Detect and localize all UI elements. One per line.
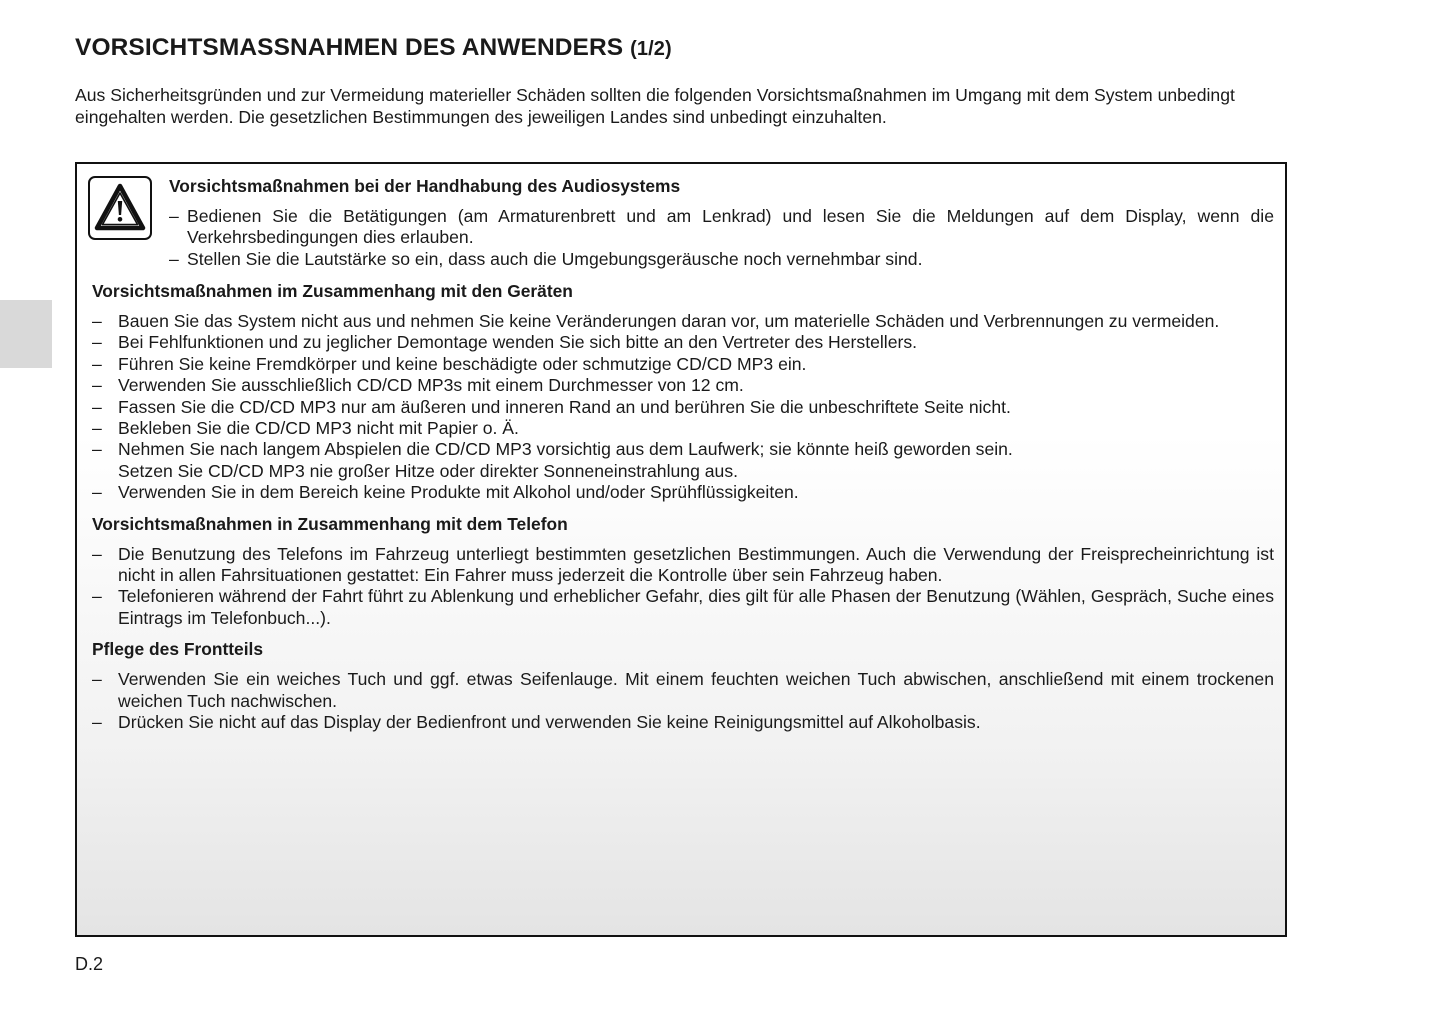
- phone-heading: Vorsichtsmaßnahmen in Zusammenhang mit dem Telefon: [92, 513, 568, 534]
- devices-heading: Vorsichtsmaßnahmen im Zusammenhang mit den Geräten: [92, 281, 573, 301]
- list-item: – Bekleben Sie die CD/CD MP3 nicht mit Papier o. Ä.: [92, 418, 519, 439]
- care-list: [92, 669, 1274, 733]
- care-section: [92, 638, 1274, 733]
- page-number: D.2: [75, 954, 104, 974]
- audio-section: [169, 175, 1274, 270]
- page-title: [75, 34, 672, 62]
- list-item: – Bauen Sie das System nicht aus und nehmen Sie keine Veränderungen daran vor, um materielle Schäden und Verbrennungen zu vermeiden.: [92, 311, 1220, 331]
- phone-list: [92, 544, 1274, 630]
- chapter-side-tab: [0, 300, 52, 368]
- list-item: – Die Benutzung des Telefons im Fahrzeug unterliegt bestimmten gesetzlichen Bestimmungen. Auch die Verwendung der Freisprecheinrichtung ist nicht in allen Fahrsituationen gestattet: Ein Fahrer muss jederzeit die Kontrolle über sein Fahrzeug haben.: [92, 543, 1274, 586]
- list-item: – Nehmen Sie nach langem Abspielen die CD/CD MP3 vorsichtig aus dem Laufwerk; sie könnte heiß geworden sein. Setzen Sie CD/CD MP3 nie großer Hitze oder direkter Sonneneinstrahlung aus.: [92, 439, 1013, 481]
- precautions-box: [75, 162, 1287, 937]
- page-title-main: VORSICHTSMASSNAHMEN DES ANWENDERS: [75, 34, 624, 61]
- care-heading: Pflege des Frontteils: [92, 639, 264, 660]
- audio-list: [169, 206, 1274, 270]
- warning-triangle-icon: [88, 176, 152, 240]
- list-item: – Telefonieren während der Fahrt führt zu Ablenkung und erheblicher Gefahr, dies gilt für alle Phasen der Benutzung (Wählen, Gespräch, Suche eines Eintrags im Telefonbuch...).: [92, 586, 1274, 628]
- list-item-continuation: Setzen Sie CD/CD MP3 nie großer Hitze oder direkter Sonneneinstrahlung aus.: [118, 460, 738, 481]
- list-item: – Verwenden Sie in dem Bereich keine Produkte mit Alkohol und/oder Sprühflüssigkeiten.: [92, 482, 799, 503]
- devices-section: [92, 280, 1274, 504]
- list-item: – Verwenden Sie ein weiches Tuch und ggf. etwas Seifenlauge. Mit einem feuchten weichen Tuch abwischen, anschließend mit einem trockenen weichen Tuch nachwischen.: [92, 669, 1274, 711]
- list-item: – Drücken Sie nicht auf das Display der Bedienfront und verwenden Sie keine Reinigungsmittel auf Alkoholbasis.: [92, 712, 981, 733]
- list-item: – Führen Sie keine Fremdkörper und keine beschädigte oder schmutzige CD/CD MP3 ein.: [92, 353, 807, 374]
- phone-section: [92, 513, 1274, 630]
- list-item: – Bedienen Sie die Betätigungen (am Armaturenbrett und am Lenkrad) und lesen Sie die Meldungen auf dem Display, wenn die Verkehrsbedingungen dies erlauben.: [169, 206, 1274, 248]
- list-item: – Bei Fehlfunktionen und zu jeglicher Demontage wenden Sie sich bitte an den Vertreter des Herstellers.: [92, 332, 918, 353]
- page-title-suffix: (1/2): [630, 38, 672, 60]
- devices-list: [92, 311, 1274, 504]
- list-item: – Fassen Sie die CD/CD MP3 nur am äußeren und inneren Rand an und berühren Sie die unbeschriftete Seite nicht.: [92, 396, 1011, 417]
- list-item: – Stellen Sie die Lautstärke so ein, dass auch die Umgebungsgeräusche noch vernehmbar sind.: [169, 248, 923, 269]
- audio-heading: Vorsichtsmaßnahmen bei der Handhabung des Audiosystems: [169, 176, 681, 196]
- intro-paragraph: Aus Sicherheitsgründen und zur Vermeidung materieller Schäden sollten die folgenden Vorsichtsmaßnahmen im Umgang mit dem System unbedingt eingehalten werden. Die gesetzlichen Bestimmungen des jeweiligen Landes sind unbedingt einzuhalten.: [75, 85, 1235, 127]
- list-item: – Verwenden Sie ausschließlich CD/CD MP3s mit einem Durchmesser von 12 cm.: [92, 375, 744, 396]
